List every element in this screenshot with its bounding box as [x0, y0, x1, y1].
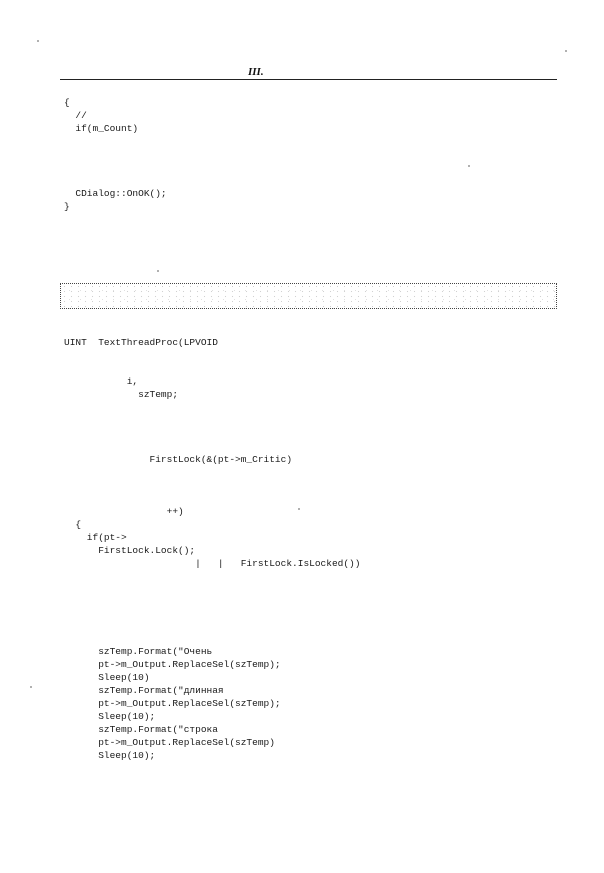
code-line: FirstLock.Lock();: [64, 545, 196, 556]
code-line: [64, 492, 360, 505]
code-line: [64, 427, 360, 440]
code-line: szTemp;: [64, 389, 179, 400]
header-rule: [60, 79, 557, 80]
code-line: pt->m_Output.ReplaceSel(szTemp);: [64, 659, 281, 670]
page-header: III.: [248, 66, 264, 78]
code-line: FirstLock(&(pt->m_Critic): [64, 454, 293, 465]
code-line: [64, 135, 167, 148]
code-line: [64, 479, 360, 492]
code-line: pt->m_Output.ReplaceSel(szTemp): [64, 737, 275, 748]
scan-speck: [468, 165, 470, 167]
code-line: [64, 174, 167, 187]
code-line: CDialog::OnOK();: [64, 188, 167, 199]
code-line: [64, 349, 360, 362]
code-line: if(m_Count): [64, 123, 139, 134]
code-line: szTemp.Format("строка: [64, 724, 218, 735]
scan-speck: [157, 270, 159, 272]
code-line: [64, 401, 360, 414]
code-line: Sleep(10);: [64, 750, 156, 761]
code-line: [64, 466, 360, 479]
scan-speck: [565, 50, 567, 52]
code-line: [64, 161, 167, 174]
code-block-top: [64, 96, 167, 213]
code-line: [64, 148, 167, 161]
code-line: ++): [64, 506, 184, 517]
code-line: {: [64, 519, 82, 530]
code-line: szTemp.Format("длинная: [64, 685, 224, 696]
code-block-middle: [64, 336, 360, 570]
code-line: | | FirstLock.IsLocked()): [64, 558, 361, 569]
code-line: szTemp.Format("Очень: [64, 646, 213, 657]
code-line: [64, 440, 360, 453]
code-line: [64, 414, 360, 427]
code-line: [64, 362, 360, 375]
code-block-bottom: [64, 645, 281, 762]
scan-speck: [37, 40, 39, 42]
illegible-text-box: [60, 283, 557, 309]
code-line: pt->m_Output.ReplaceSel(szTemp);: [64, 698, 281, 709]
scan-speck: [298, 508, 300, 510]
code-line: if(pt->: [64, 532, 127, 543]
code-line: {: [64, 97, 70, 108]
code-line: Sleep(10);: [64, 711, 156, 722]
scan-speck: [30, 686, 32, 688]
code-line: i,: [64, 376, 139, 387]
code-line: }: [64, 201, 70, 212]
code-line: //: [64, 110, 87, 121]
code-line: UINT TextThreadProc(LPVOID: [64, 337, 218, 348]
code-line: Sleep(10): [64, 672, 150, 683]
